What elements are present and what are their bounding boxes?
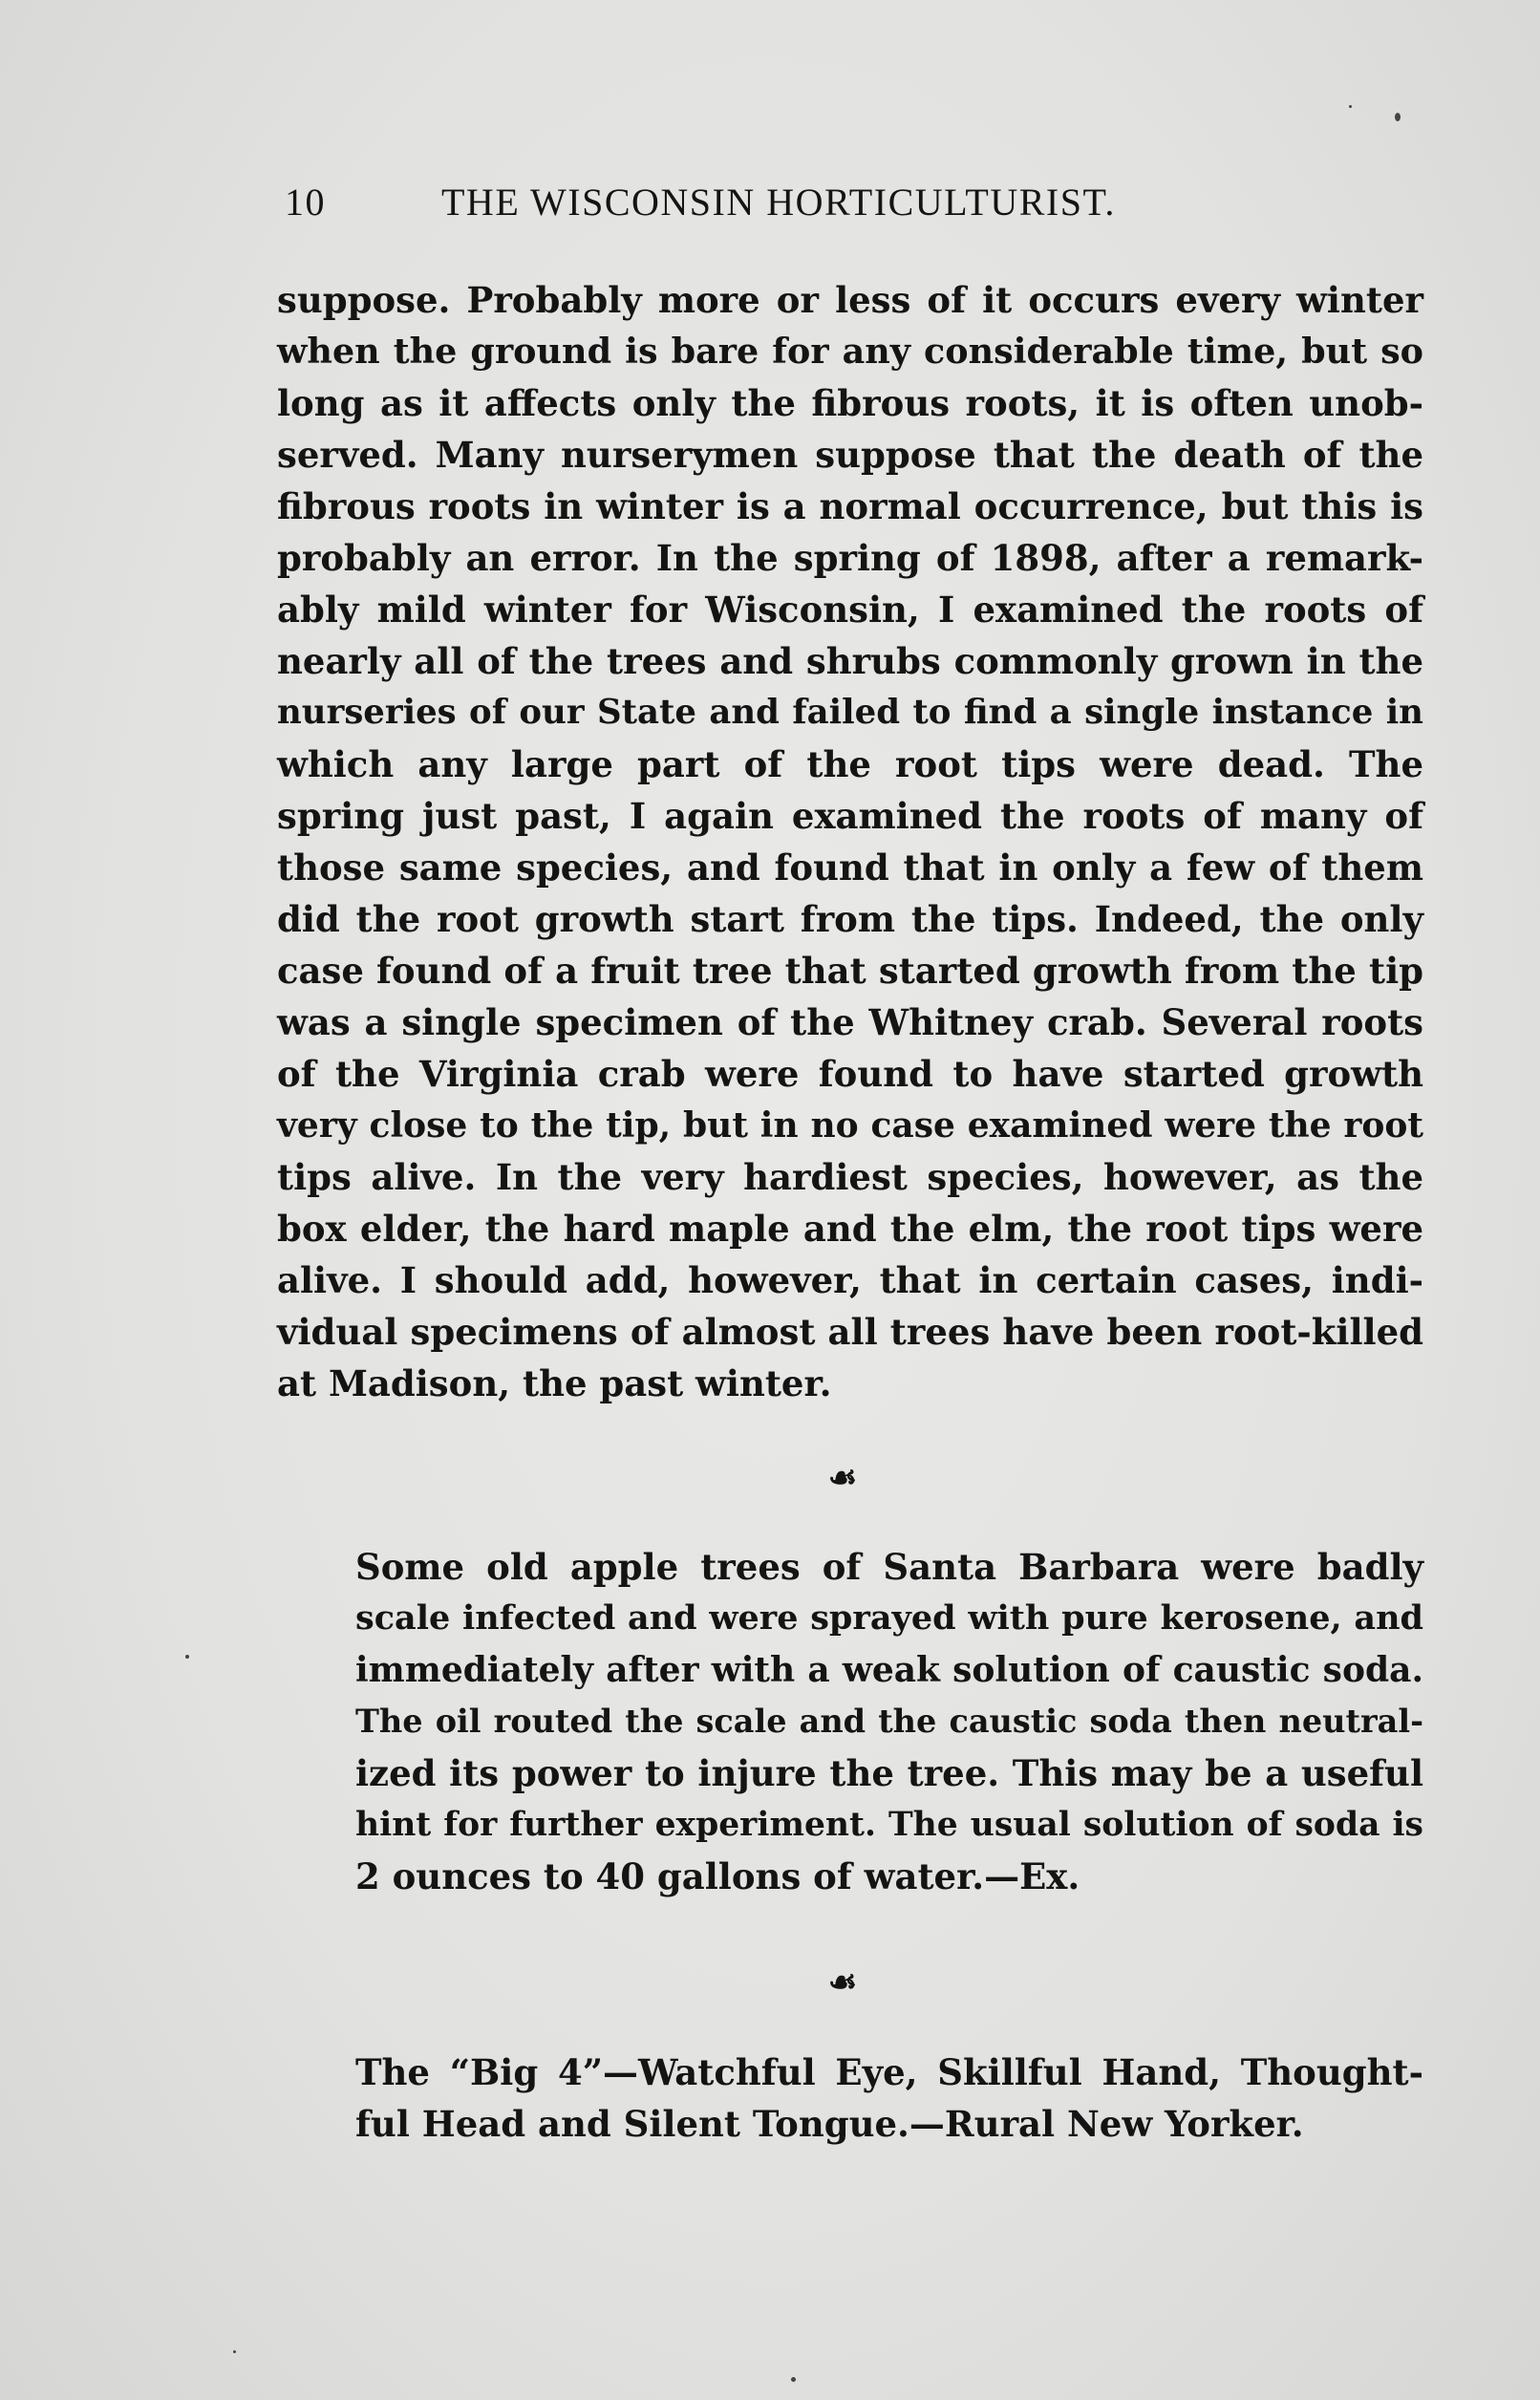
text-line: case found of a fruit tree that started growth from the tip <box>277 950 1423 992</box>
text-line: alive. I should add, however, that in certain cases, indi- <box>277 1259 1423 1301</box>
journal-title: THE WISCONSIN HORTICULTURIST. <box>441 181 1116 224</box>
text-line: of the Virginia crab were found to have started growth <box>277 1053 1423 1095</box>
text-line: immediately after with a weak solution of caustic soda. <box>355 1650 1423 1690</box>
text-line: when the ground is bare for any considerable time, but so <box>277 331 1423 372</box>
text-line: spring just past, I again examined the roots of many of <box>277 795 1423 837</box>
text-line: ably mild winter for Wisconsin, I examined the roots of <box>277 589 1423 631</box>
text-line: those same species, and found that in only a few of them <box>277 846 1423 889</box>
section-ornament: ☙ <box>827 1459 858 1497</box>
text-line: did the root growth start from the tips. Indeed, the only <box>277 898 1423 940</box>
text-line: suppose. Probably more or less of it occurs every winter <box>277 279 1423 321</box>
paper-speck <box>791 2377 796 2382</box>
running-head <box>285 180 1240 237</box>
text-line: Some old apple trees of Santa Barbara were badly <box>355 1546 1423 1588</box>
text-line: ized its power to injure the tree. This may be a useful <box>355 1752 1423 1794</box>
page-number: 10 <box>285 181 326 224</box>
text-line: very close to the tip, but in no case examined were the root <box>277 1105 1423 1146</box>
text-line: served. Many nurserymen suppose that the death of the <box>277 434 1423 476</box>
text-line: scale infected and were sprayed with pure kerosene, and <box>355 1598 1423 1638</box>
paper-speck <box>185 1655 189 1659</box>
text-line: which any large part of the root tips were dead. The <box>277 743 1423 785</box>
paper-speck <box>233 2350 236 2353</box>
text-line: was a single specimen of the Whitney crab. Several roots <box>277 1001 1423 1043</box>
text-line: 2 ounces to 40 gallons of water.—Ex. <box>355 1855 1080 1897</box>
paragraph-big-four <box>277 2046 1423 2150</box>
text-line: at Madison, the past winter. <box>277 1362 832 1404</box>
text-line: box elder, the hard maple and the elm, the root tips were <box>277 1208 1423 1250</box>
text-line: The “Big 4”—Watchful Eye, Skillful Hand, Thought- <box>355 2051 1423 2093</box>
paper-speck <box>1395 113 1401 121</box>
paragraph-apple-trees <box>277 1541 1423 1902</box>
text-line: nurseries of our State and failed to find a single instance in <box>277 693 1423 732</box>
text-line: ful Head and Silent Tongue.—Rural New Yorker. <box>355 2103 1304 2145</box>
text-line: long as it affects only the fibrous roots, it is often unob- <box>277 382 1423 424</box>
text-line: probably an error. In the spring of 1898, after a remark- <box>277 537 1423 579</box>
text-line: tips alive. In the very hardiest species, however, as the <box>277 1156 1423 1198</box>
text-line: vidual specimens of almost all trees have been root-killed <box>277 1311 1423 1353</box>
section-ornament: ☙ <box>827 1963 858 2002</box>
text-line: fibrous roots in winter is a normal occurrence, but this is <box>277 485 1423 527</box>
text-line: The oil routed the scale and the caustic soda then neutral- <box>355 1703 1423 1740</box>
text-line: hint for further experiment. The usual solution of soda is <box>355 1806 1423 1844</box>
text-line: nearly all of the trees and shrubs commonly grown in the <box>277 640 1423 682</box>
paragraph-root-killing <box>277 274 1423 1409</box>
paper-speck <box>1349 105 1352 108</box>
